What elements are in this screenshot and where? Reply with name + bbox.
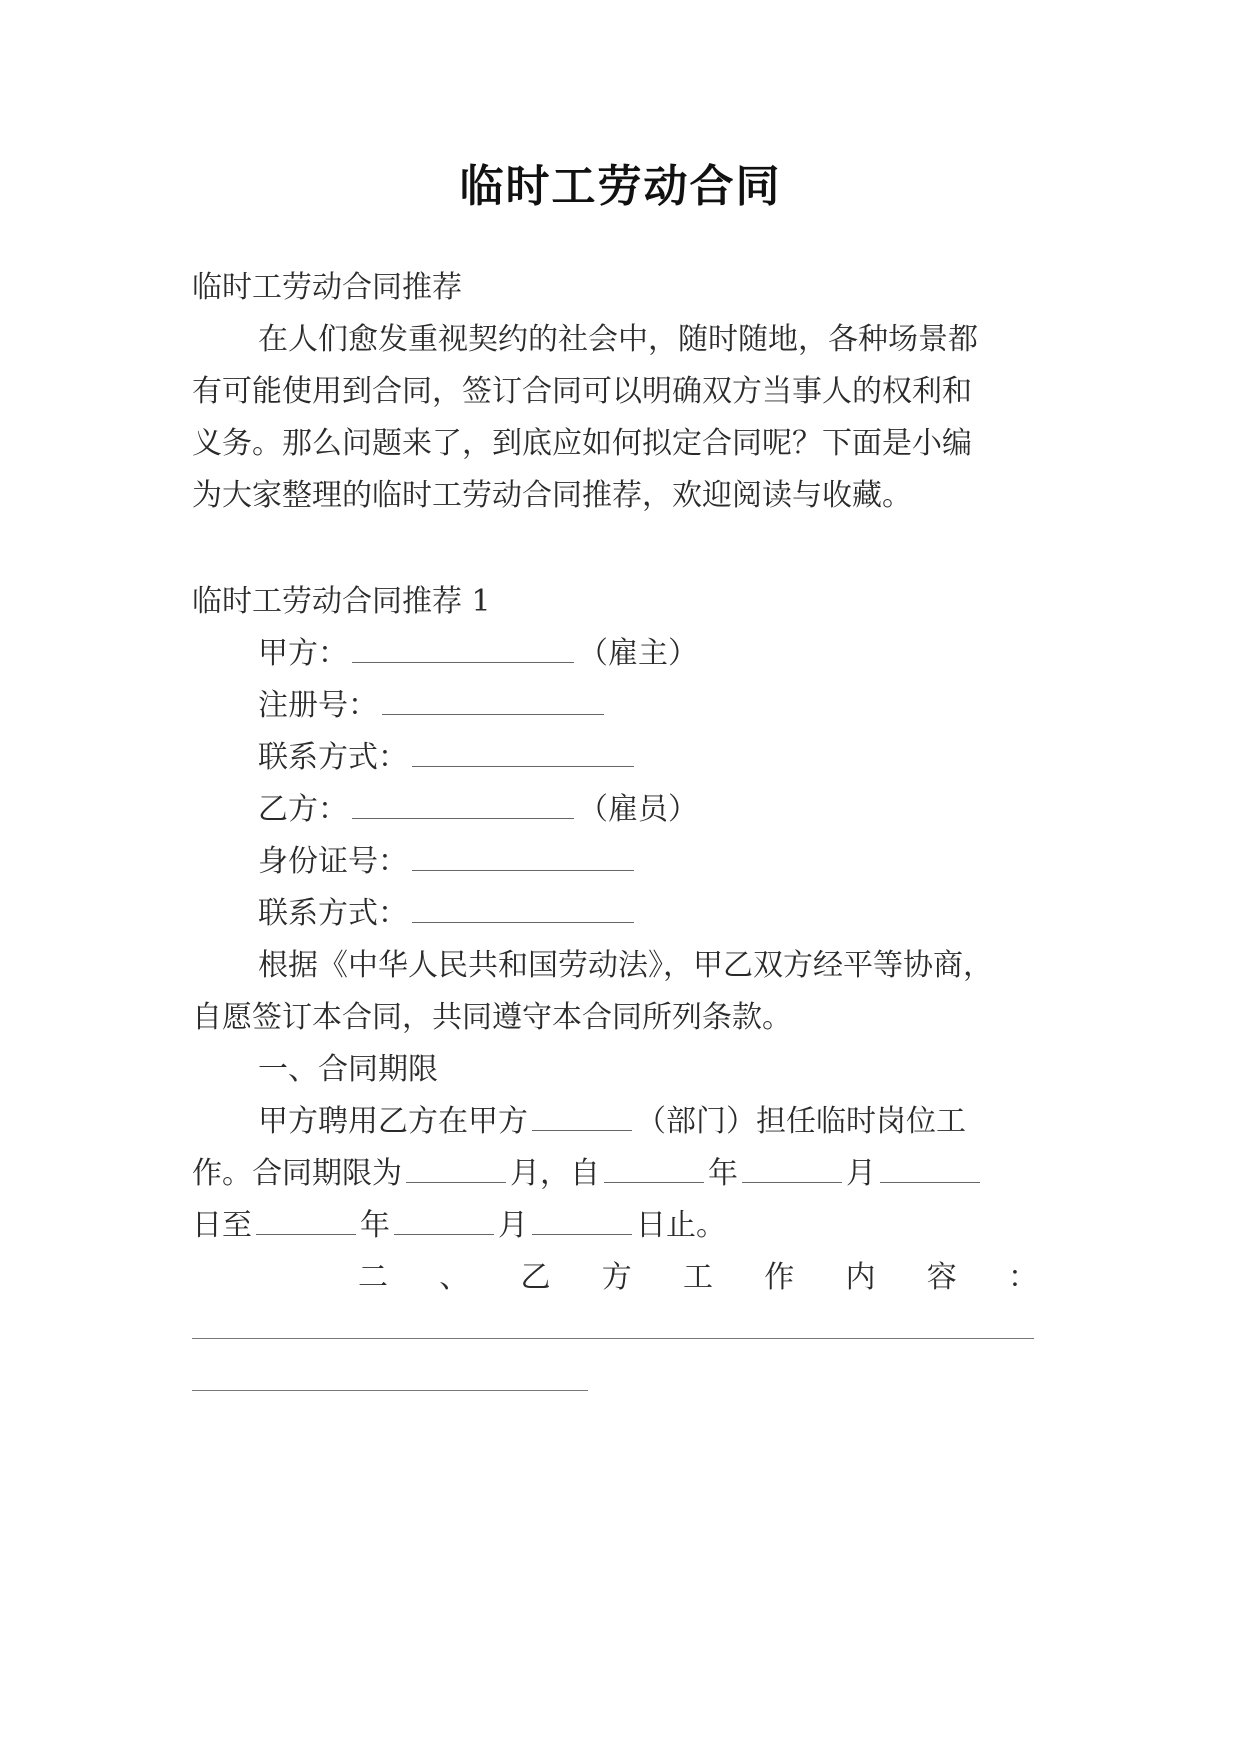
reg-no-label: 注册号：	[258, 688, 378, 723]
term-text-2d: 月	[846, 1156, 876, 1191]
end-day-blank[interactable]	[532, 1208, 632, 1235]
section-2-char: ：	[1008, 1260, 1038, 1295]
id-no-label: 身份证号：	[258, 844, 408, 879]
start-year-blank[interactable]	[604, 1156, 704, 1183]
party-b-row	[258, 790, 1052, 830]
contact-a-blank[interactable]	[412, 740, 634, 767]
party-b-blank[interactable]	[352, 792, 574, 819]
section-2-char: 内	[845, 1260, 876, 1295]
term-line-2	[192, 1154, 1052, 1194]
id-no-row	[258, 842, 1052, 882]
term-text-2a: 作。合同期限为	[192, 1156, 402, 1191]
reg-no-row	[258, 686, 1052, 726]
term-text-1a: 甲方聘用乙方在甲方	[258, 1104, 528, 1139]
section-2-char: 作	[764, 1260, 795, 1295]
term-text-2b: 月，自	[510, 1156, 600, 1191]
term-text-3a: 日至	[192, 1208, 252, 1243]
contact-b-row	[258, 894, 1052, 934]
party-a-blank[interactable]	[352, 636, 574, 663]
party-b-suffix: （雇员）	[578, 792, 698, 827]
party-a-suffix: （雇主）	[578, 636, 698, 671]
department-blank[interactable]	[532, 1104, 632, 1131]
contact-b-label: 联系方式：	[258, 896, 408, 931]
months-blank[interactable]	[406, 1156, 506, 1183]
term-text-3d: 日止。	[636, 1208, 726, 1243]
start-month-blank[interactable]	[742, 1156, 842, 1183]
subheading-recommend-1: 临时工劳动合同推荐 1	[192, 584, 491, 619]
work-content-blank-1[interactable]	[192, 1338, 1034, 1339]
section-2-char: 工	[683, 1260, 713, 1295]
term-text-3b: 年	[360, 1208, 390, 1243]
term-text-3c: 月	[498, 1208, 528, 1243]
section-2-char: 容	[926, 1260, 957, 1295]
basis-line-1: 根据《中华人民共和国劳动法》，甲乙双方经平等协商，	[258, 948, 993, 983]
intro-line-4: 为大家整理的临时工劳动合同推荐，欢迎阅读与收藏。	[192, 478, 912, 513]
section-1-heading: 一、合同期限	[258, 1052, 438, 1087]
term-line-3	[192, 1206, 1052, 1246]
term-line-1	[258, 1102, 1052, 1142]
document-title: 临时工劳动合同	[459, 161, 782, 212]
intro-line-3: 义务。那么问题来了，到底应如何拟定合同呢？下面是小编	[192, 426, 972, 461]
contact-a-label: 联系方式：	[258, 740, 408, 775]
work-content-blank-2[interactable]	[192, 1390, 588, 1391]
party-a-row	[258, 634, 1052, 674]
id-no-blank[interactable]	[412, 844, 634, 871]
subheading-recommend: 临时工劳动合同推荐	[192, 270, 462, 305]
section-2-char: 二	[358, 1260, 388, 1295]
section-2-char: 、	[439, 1260, 470, 1295]
basis-line-2: 自愿签订本合同，共同遵守本合同所列条款。	[192, 1000, 792, 1035]
intro-line-1: 在人们愈发重视契约的社会中，随时随地，各种场景都	[258, 322, 978, 357]
intro-line-2: 有可能使用到合同，签订合同可以明确双方当事人的权利和	[192, 374, 972, 409]
end-year-blank[interactable]	[256, 1208, 356, 1235]
start-day-blank[interactable]	[880, 1156, 980, 1183]
party-b-label: 乙方：	[258, 792, 348, 827]
section-2-char: 方	[601, 1260, 632, 1295]
section-2-heading	[358, 1258, 1038, 1298]
party-a-label: 甲方：	[258, 636, 348, 671]
contact-b-blank[interactable]	[412, 896, 634, 923]
end-month-blank[interactable]	[394, 1208, 494, 1235]
term-text-1b: （部门）担任临时岗位工	[636, 1104, 966, 1139]
reg-no-blank[interactable]	[382, 688, 604, 715]
term-text-2c: 年	[708, 1156, 738, 1191]
section-2-char: 乙	[520, 1260, 551, 1295]
contact-a-row	[258, 738, 1052, 778]
